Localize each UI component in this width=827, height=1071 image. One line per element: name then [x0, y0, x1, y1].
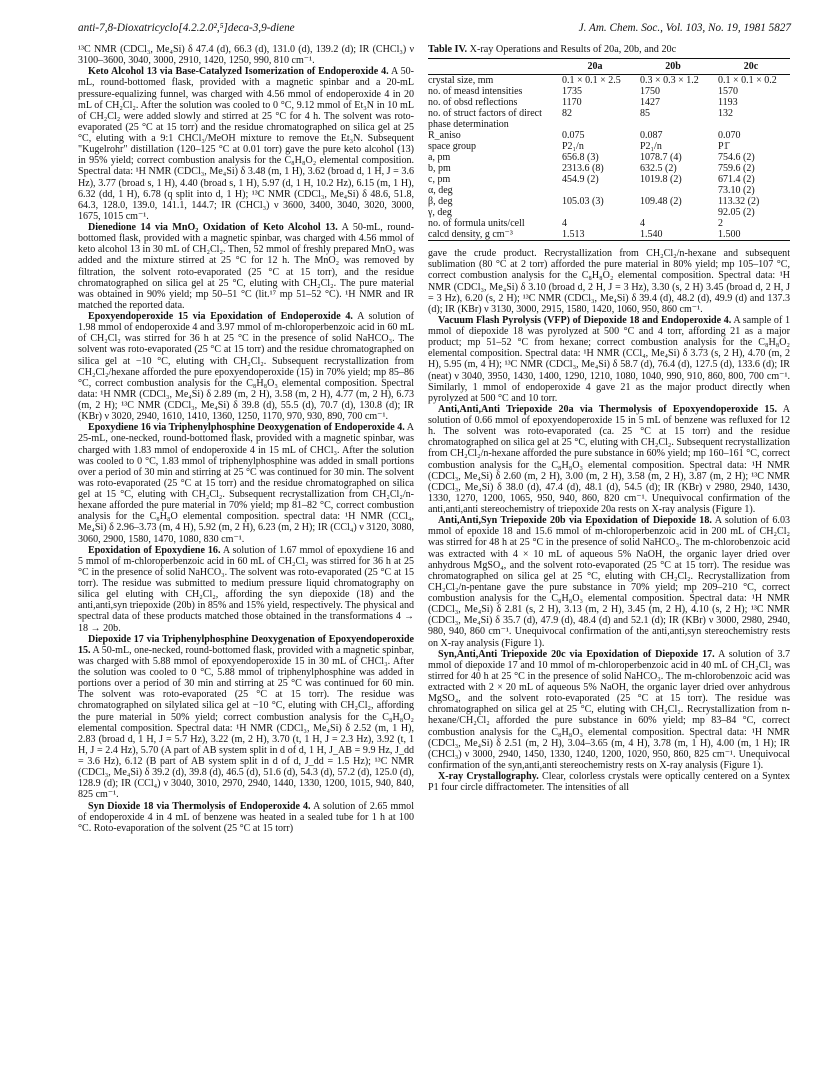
table-row: [428, 75, 790, 87]
left-column: [78, 44, 414, 834]
table-cell: 0.075: [562, 130, 585, 142]
paragraph-heading: Syn,Anti,Anti Triepoxide 20c via Epoxidation of Diepoxide 17.: [438, 648, 715, 660]
row-label: no. of measd intensities: [428, 86, 523, 98]
row-label: b, pm: [428, 163, 451, 175]
table-cell: 73.10 (2): [718, 185, 755, 197]
table-cell: 92.05 (2): [718, 207, 755, 219]
table-row: [428, 108, 790, 130]
row-label: R_aniso: [428, 130, 461, 142]
row-label: α, deg: [428, 185, 453, 197]
table-cell: 132: [718, 108, 733, 120]
table-title: X-ray Operations and Results of 20a, 20b, and 20c: [469, 44, 677, 55]
row-label: no. of obsd reflections: [428, 97, 518, 109]
table-cell: 2313.6 (8): [562, 163, 604, 175]
table-cell: 632.5 (2): [640, 163, 677, 175]
table-cell: 4: [562, 218, 567, 230]
paragraph-heading: Vacuum Flash Pyrolysis (VFP) of Diepoxide 18 and Endoperoxide 4.: [438, 314, 732, 326]
spacer: [428, 241, 790, 248]
table-row: [428, 163, 790, 174]
paragraph-epoxyendoperoxide-15: Epoxyendoperoxide 15 via Epoxidation of Endoperoxide 4. A solution of 1.98 mmol of endoperoxide 4 and 3.97 mmol of m-chloroperbenzoic acid in 60 mL of CH₂Cl₂ was stirred for 36 h at 25 °C in the presence of solid NaHCO₃. The solvent was roto-evaporated (25 °C at 15 torr) and the residue chromatographed on silica gel at −10 °C, eluting with CH₂Cl₂. Subsequent recrystallization from CH₂Cl₂/hexane afforded the pure epoxyendoperoxide (15) in 70% yield; mp 85–86 °C, correct combustion analysis for the C₈H₈O₃ elemental composition. Spectral data: ¹H NMR (CDCl₃, Me₄Si) δ 2.89 (m, 2 H), 3.58 (m, 2 H), 4.77 (m, 2 H), 6.73 (m, 2 H); ¹³C NMR (CDCl₃, Me₄Si) δ 39.8 (d), 55.5 (d), 70.7 (d), 130.8 (d); IR (KBr) ν 3020, 2940, 1610, 1410, 1360, 1250, 1170, 970, 930, 890, 700 cm⁻¹.: [78, 311, 414, 423]
paragraph-dienedione-14: Dienedione 14 via MnO₂ Oxidation of Keto Alcohol 13. A 50-mL, round-bottomed flask, provided with a magnetic spinbar, was charged with 4.56 mmol of keto alcohol 13 in 30 mL of CH₂Cl₂. Then, 52 mmol of freshly prepared MnO₂ was added and the mixture stirred at 25 °C for 12 h. The MnO₂ was removed by filtration, the solvent roto-evaporated (25 °C at 15 torr), and the residue chromatographed on silica gel at 25 °C, eluting with CH₂Cl₂. The pure material was obtained in 90% yield; mp 50–51 °C (lit.¹⁷ mp 51–52 °C). ¹H NMR and IR matched the reported data.: [78, 222, 414, 311]
table-cell: 82: [562, 108, 572, 120]
paragraph-heading: Epoxydiene 16 via Triphenylphosphine Deoxygenation of Endoperoxide 4.: [88, 422, 405, 434]
paragraph-xray: X-ray Crystallography. Clear, colorless crystals were optically centered on a Syntex P1 four circle diffractometer. The intensities of all: [428, 771, 790, 794]
table-cell: 754.6 (2): [718, 152, 755, 164]
table-cell: 1.540: [640, 229, 663, 241]
table-row: [428, 207, 790, 218]
paragraph-heading: Epoxidation of Epoxydiene 16.: [88, 544, 221, 556]
table-cell: 1570: [718, 86, 738, 98]
paragraph-keto-alcohol-13: Keto Alcohol 13 via Base-Catalyzed Isomerization of Endoperoxide 4. A 50-mL, round-bottomed flask, provided with a magnetic spinbar and a 20-mL pressure-equalizing funnel, was charged with 4.56 mmol of endoperoxide 4 in 20 mL of CH₂Cl₂. After the solution was cooled to 0 °C, 9.12 mmol of Et₃N in 10 mL of CH₂Cl₂ were added slowly and stirred at 25 °C for 4 h. The solvent was roto-evaporated (25 °C at 15 torr) and the residue chromatographed on silica gel at 25 °C, eluting with a 9:1 CHCl₃/MeOH mixture to remove the Et₃N. Subsequent "Kugelrohr" distillation (120–125 °C at 0.01 torr) gave the pure keto alcohol (13) in 95% yield; correct combustion analysis for the C₈H₈O₂ elemental composition. Spectral data: ¹H NMR (CDCl₃, Me₄Si) δ 3.48 (m, 1 H), 3.62 (broad d, 1 H, J = 3.6 Hz), 3.77 (broad s, 1 H), 4.40 (broad s, 1 H), 5.97 (d, 1 H, 10.2 Hz), 6.15 (m, 1 H), 6.32 (dd, 1 H), 6.78 (q split into d, 1 H); ¹³C NMR (CDCl₃, Me₄Si) δ 48.6, 51.8, 64.3, 128.0, 139.0, 141.1, 144.7; IR (CHCl₃) ν 3600, 3400, 3040, 3020, 3000, 1675, 1015 cm⁻¹.: [78, 66, 415, 222]
table-cell: P1̄: [718, 141, 729, 153]
table-cell: [634, 185, 712, 196]
table-cell: 85: [640, 108, 650, 120]
table-cell: [556, 185, 634, 196]
table-cell: 1735: [562, 86, 582, 98]
paragraph: ¹³C NMR (CDCl₃, Me₄Si) δ 47.4 (d), 66.3 (d), 131.0 (d), 139.2 (d); IR (CHCl₃) ν 3100–3600, 3040, 3000, 2910, 1420, 1250, 990, 810 cm⁻¹.: [78, 44, 414, 67]
table-header-cell: 20a: [587, 61, 603, 73]
table-cell: 1.513: [562, 229, 585, 241]
table-row: [428, 97, 790, 108]
table-header-empty: [428, 59, 556, 75]
table-cell: 671.4 (2): [718, 174, 755, 186]
table-row: [428, 86, 790, 97]
paragraph-triepoxide-20a: Anti,Anti,Anti Triepoxide 20a via Thermolysis of Epoxyendoperoxide 15. A solution of 0.66 mmol of epoxyendoperoxide 15 in 5 mL of benzene was refluxed for 12 h. The solvent was roto-evaporated (ca. 25 °C at 15 torr) and the residue chromatographed on silica gel at 25 °C, eluting with CH₂Cl₂. Subsequent recrystallization from CH₂Cl₂/n-hexane afforded the pure substance in 60% yield; mp 160–161 °C, correct combustion analysis for the C₈H₈O₃ elemental composition. Spectral data: ¹H NMR (CDCl₃, Me₄Si) δ 2.60 (m, 2 H), 3.00 (m, 2 H), 3.58 (m, 2 H), 3.87 (m, 2 H); ¹³C NMR (CDCl₃, Me₄Si) δ 38.0 (d), 47.4 (d), 48.1 (d), 54.5 (d); IR (KBr) ν 2980, 2940, 1430, 1330, 1270, 1200, 1065, 950, 940, 860, 820 cm⁻¹. Unequivocal confirmation of the anti,anti,anti stereochemistry of triepoxide 20a rests on X-ray analysis (Figure 1).: [428, 403, 790, 515]
table-caption: [428, 44, 790, 55]
paragraph-vfp: Vacuum Flash Pyrolysis (VFP) of Diepoxide 18 and Endoperoxide 4. A sample of 1 mmol of diepoxide 18 was pyrolyzed at 500 °C and 4 torr, affording 21 as a major product; mp 51–52 °C from hexane; correct combustion analysis for the C₈H₈O₂ elemental composition. Spectral data: ¹H NMR (CCl₄, Me₄Si) δ 3.73 (s, 2 H), 4.70 (m, 2 H), 5.95 (m, 4 H); ¹³C NMR (CDCl₃, Me₄Si) δ 58.7 (d), 76.4 (d), 127.5 (d), 133.6 (d); IR (neat) ν 3040, 3950, 1430, 1400, 1290, 1210, 1080, 1040, 990, 910, 860, 800, 700 cm⁻¹. Similarly, 1 mmol of endoperoxide 4 gave 21 as the major product directly when pyrolyzed at 500 °C and 10 torr.: [428, 314, 790, 404]
table-cell: 0.1 × 0.1 × 0.2: [718, 75, 777, 87]
table-cell: 1019.8 (2): [640, 174, 682, 186]
row-label: c, pm: [428, 174, 451, 186]
table-row: [428, 174, 790, 185]
row-label: space group: [428, 141, 477, 153]
right-column: [428, 44, 790, 793]
table-header-cell: 20b: [665, 61, 681, 73]
journal-citation: J. Am. Chem. Soc., Vol. 103, No. 19, 1981 5827: [578, 22, 791, 34]
table-cell: 1193: [718, 97, 738, 109]
table-row: [428, 218, 790, 229]
table-cell: 1170: [562, 97, 582, 109]
table-cell: 0.3 × 0.3 × 1.2: [640, 75, 699, 87]
paragraph-heading: Syn Dioxide 18 via Thermolysis of Endoperoxide 4.: [88, 800, 311, 812]
table-cell: 0.087: [640, 130, 663, 142]
paragraph-epoxydiene-16: Epoxydiene 16 via Triphenylphosphine Deoxygenation of Endoperoxide 4. A 25-mL, one-necked, round-bottomed flask, provided with a magnetic spinbar, was charged with 1.83 mmol of endoperoxide 4 in 15 mL of CHCl₃. After the solution was cooled to 0 °C, 1.83 mmol of triphenylphosphine was added in small portions over a period of 30 min and stirring at 25 °C was continued for 30 min. The solvent was roto-evaporated (25 °C at 15 torr) and the residue chromatographed on silica gel at 15 °C, eluting with CH₂Cl₂. Subsequent recrystallization from CH₂Cl₂/n-hexane afforded the pure material in 70% yield; mp 81–82 °C, correct combustion analysis for the C₈H₈O elemental composition. spectral data: ¹H NMR (CCl₄, Me₄Si) δ 2.96–3.73 (m, 4 H), 5.92 (m, 2 H), 6.23 (m, 2 H); IR (CCl₄) ν 3120, 3080, 3060, 2900, 1580, 1470, 1080, 830 cm⁻¹.: [78, 422, 414, 545]
table-row: [428, 130, 790, 141]
table-cell: 109.48 (2): [640, 196, 682, 208]
table-cell: 1750: [640, 86, 660, 98]
table-row: [428, 229, 790, 241]
table-number: Table IV.: [428, 44, 468, 55]
table-cell: 454.9 (2): [562, 174, 599, 186]
paragraph-heading: Dienedione 14 via MnO₂ Oxidation of Keto Alcohol 13.: [88, 222, 338, 233]
row-label: no. of formula units/cell: [428, 218, 525, 230]
table-header-cell: 20c: [743, 61, 759, 73]
table-row: [428, 141, 790, 152]
paragraph-heading: Epoxyendoperoxide 15 via Epoxidation of Endoperoxide 4.: [88, 311, 353, 322]
table-cell: 759.6 (2): [718, 163, 755, 175]
paragraph-heading: Keto Alcohol 13 via Base-Catalyzed Isomerization of Endoperoxide 4.: [88, 66, 389, 78]
paragraph-syn-dioxide-18: Syn Dioxide 18 via Thermolysis of Endoperoxide 4. A solution of 2.65 mmol of endoperoxide 4 in 4 mL of benzene was heated in a sealed tube for 1 h at 100 °C. Roto-evaporation of the solvent (25 °C at 15 torr): [78, 800, 414, 834]
row-label: no. of struct factors of direct phase determination: [428, 108, 542, 131]
table-cell: 0.070: [718, 130, 741, 142]
table-cell: 113.32 (2): [718, 196, 760, 208]
paragraph-heading: Diepoxide 17 via Triphenylphosphine Deoxygenation of Epoxyendoperoxide 15.: [78, 633, 414, 656]
table-cell: 1.500: [718, 229, 741, 241]
table-cell: [634, 207, 712, 218]
table-cell: 105.03 (3): [562, 196, 604, 208]
table-cell: P2₁/n: [640, 141, 662, 153]
paragraph-heading: Anti,Anti,Syn Triepoxide 20b via Epoxidation of Diepoxide 18.: [438, 515, 712, 527]
running-title: anti-7,8-Dioxatricyclo[4.2.2.0²,⁵]deca-3,9-diene: [78, 22, 295, 34]
table-cell: 4: [640, 218, 645, 230]
paragraph-triepoxide-20b: Anti,Anti,Syn Triepoxide 20b via Epoxidation of Diepoxide 18. A solution of 6.03 mmol of epoxide 18 and 15.6 mmol of m-chloroperbenzoic acid in 200 mL of CH₂Cl₂ was stirred for 48 h at 25 °C in the presence of solid NaHCO₃. The m-chlorobenzoic acid was extracted with 4 × 10 mL of aqueous 5% NaOH, the organic layer dried over anhydrous MgSO₄, and the solvent roto-evaporated (25 °C at 15 torr). The residue was chromatographed on silica gel at 25 °C, eluting with CH₂Cl₂. Recrystallization from CH₂Cl₂/n-pentane gave the pure substance in 70% yield; mp 209–210 °C, correct combustion analysis for the C₈H₈O₃ elemental composition. Spectral data: ¹H NMR (CDCl₃, Me₄Si) δ 2.81 (s, 2 H), 3.13 (m, 2 H), 3.45 (m, 2 H), 4.10 (s, 2 H); ¹³C NMR (CDCl₃, Me₄Si) δ 35.7 (d), 47.9 (d), 48.4 (d) and 52.1 (d); IR (KBr) ν 3000, 2980, 2940, 980, 940, 860 cm⁻¹. Unequivocal confirmation of the anti,anti,syn stereochemistry rests on X-ray analysis (Figure 1).: [428, 515, 790, 649]
table-row: [428, 185, 790, 196]
table-cell: 656.8 (3): [562, 152, 599, 164]
table-cell: [556, 207, 634, 218]
table-header-row: [428, 59, 790, 75]
row-label: crystal size, mm: [428, 75, 494, 87]
running-header: [78, 22, 791, 40]
paragraph-epoxidation-16: Epoxidation of Epoxydiene 16. A solution of 1.67 mmol of epoxydiene 16 and 5 mmol of m-chloroperbenzoic acid in 60 mL of CH₂Cl₂ was stirred for 36 h at 25 °C in the presence of solid NaHCO₃. The solvent was roto-evaporated (25 °C at 15 torr). The residue was submitted to medium pressure liquid chromatography on silica gel eluting with CH₂Cl₂, affording the syn diepoxide (18) and the anti,anti,syn triepoxide (20b) in 85% and 15% yield, respectively. The physical and spectral data of these products matched those obtained in the transformations 4 → 18 → 20b.: [78, 544, 414, 634]
row-label: γ, deg: [428, 207, 452, 219]
table-row: [428, 152, 790, 163]
row-label: calcd density, g cm⁻³: [428, 229, 513, 241]
table-cell: 1078.7 (4): [640, 152, 682, 164]
paragraph: gave the crude product. Recrystallization from CH₂Cl₂/n-hexane and subsequent sublimation (80 °C at 2 torr) afforded the pure material in 80% yield; mp 105–107 °C, correct combustion analysis for the C₈H₈O₂ elemental composition. Spectral data: ¹H NMR (CDCl₃, Me₄Si) δ 3.10 (broad d, 2 H, J = 3 Hz), 3.30 (s, 2 H) 3.45 (broad d, 2 H, J = 3 Hz), 6.20 (s, 2 H); ¹³C NMR (CDCl₃, Me₄Si) δ 39.4 (d), 48.2 (d), 49.9 (d) and 137.3 (d); IR (KBr) ν 3130, 3000, 2915, 1580, 1420, 1060, 950, 860 cm⁻¹.: [428, 248, 790, 315]
xray-table: [428, 58, 790, 241]
table-cell: 0.1 × 0.1 × 2.5: [562, 75, 621, 87]
paragraph-triepoxide-20c: Syn,Anti,Anti Triepoxide 20c via Epoxidation of Diepoxide 17. A solution of 3.7 mmol of diepoxide 17 and 10 mmol of m-chloroperbenzoic acid in 40 mL of CH₂Cl₂ was stirred for 40 h at 25 °C in the presence of solid NaHCO₃. The m-chlorobenzoic acid was extracted with 2 × 20 mL of aqueous 5% NaOH, the organic layer dried over anhydrous MgSO₄, and the solvent roto-evaporated (25 °C at 15 torr). The residue was chromatographed on silica gel at 25 °C, eluting with CH₂Cl₂. Recrystallization from n-hexane/CH₂Cl₂ afforded the pure substance in 60% yield; mp 83–84 °C, correct combustion analysis for the C₈H₈O₃ elemental composition. Spectral data: ¹H NMR (CDCl₃, Me₄Si) δ 2.51 (m, 2 H), 3.04–3.65 (m, 4 H), 3.78 (m, 1 H), 4.00 (m, 1 H); IR (CHCl₃) ν 3000, 2940, 1450, 1330, 1240, 1200, 1020, 950, 860, 825 cm⁻¹. Unequivocal confirmation of the syn,anti,anti stereochemistry rests on X-ray analysis (Figure 1).: [428, 648, 791, 771]
table-row: [428, 196, 790, 207]
table-cell: P2₁/n: [562, 141, 584, 153]
paragraph-diepoxide-17: Diepoxide 17 via Triphenylphosphine Deoxygenation of Epoxyendoperoxide 15. A 50-mL, one-necked, round-bottomed flask, provided with a magnetic spinbar, was charged with 5.88 mmol of epoxyendoperoxide 15 in 30 mL of CHCl₃. After the solution was cooled to 0 °C, 5.88 mmol of triphenylphosphine was added in portions over a period of 30 min and stirring at 25 °C was continued for 60 min. The solvent was roto-evaporated (25 °C at 15 torr). The residue was chromatographed on silylated silica gel at −10 °C, eluting with CH₂Cl₂, affording the pure material in 50% yield; correct combustion analysis for the C₈H₈O₂ elemental composition. Spectral data: ¹H NMR (CDCl₃, Me₄Si) δ 2.52 (m, 1 H), 2.83 (broad d, 1 H, J = 5.7 Hz), 3.22 (m, 2 H), 3.70 (t, 1 H, J = 2.3 Hz), 3.92 (t, 1 H, J = 2.4 Hz), 5.70 (A part of AB system split in d of d, 1 H, J_AB = 9.9 Hz, J_dd = 3.6 Hz), 6.12 (B part of AB system split in d of d, J_dd = 1.5 Hz); ¹³C NMR (CDCl₃, Me₄Si) δ 39.2 (d), 39.8 (d), 46.5 (d), 51.6 (d), 54.3 (d), 57.2 (d), 125.0 (d), 128.9 (d); IR (CCl₄) ν 3040, 3010, 2970, 2940, 1440, 1330, 1200, 1015, 940, 840, 825 cm⁻¹.: [78, 633, 414, 801]
paragraph-heading: Anti,Anti,Anti Triepoxide 20a via Thermolysis of Epoxyendoperoxide 15.: [438, 403, 777, 415]
row-label: β, deg: [428, 196, 453, 208]
table-cell: 1427: [640, 97, 660, 109]
row-label: a, pm: [428, 152, 451, 164]
paragraph-heading: X-ray Crystallography.: [438, 771, 539, 782]
table-cell: 2: [718, 218, 723, 230]
